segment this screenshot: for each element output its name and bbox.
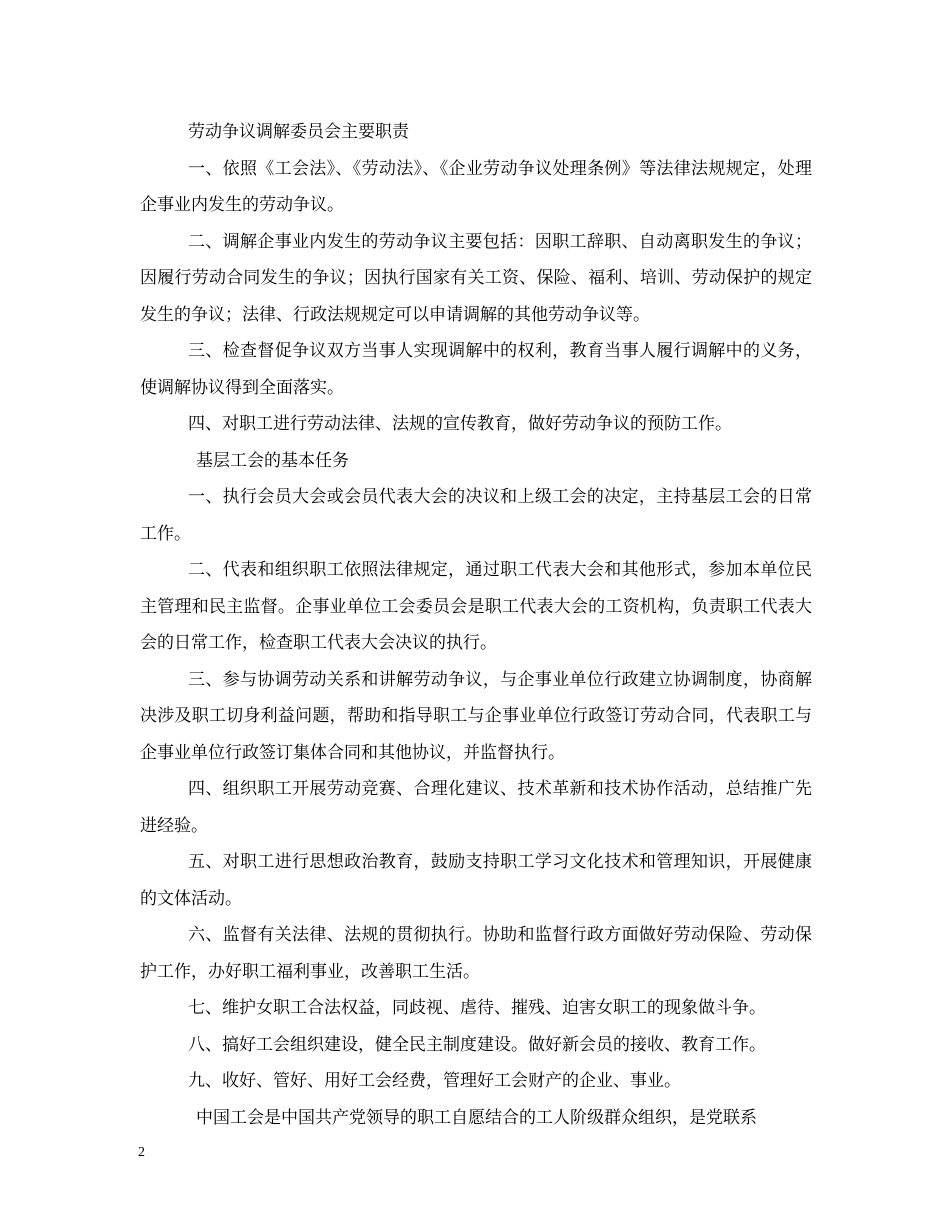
paragraph: 三、参与协调劳动关系和讲解劳动争议，与企事业单位行政建立协调制度，协商解决涉及职工切身利益问题，帮助和指导职工与企事业单位行政签订劳动合同，代表职工与企事业单位行政签订集体合同和其他协议，并监督执行。 [140, 669, 812, 763]
document-body [140, 114, 812, 1136]
paragraph: 一、依照《工会法》、《劳动法》、《企业劳动争议处理条例》等法律法规规定，处理企事业内发生的劳动争议。 [140, 158, 812, 215]
paragraph: 二、调解企事业内发生的劳动争议主要包括：因职工辞职、自动离职发生的争议；因履行劳动合同发生的争议；因执行国家有关工资、保险、福利、培训、劳动保护的规定发生的争议；法律、行政法规规定可以申请调解的其他劳动争议等。 [140, 231, 812, 325]
paragraph: 七、维护女职工合法权益，同歧视、虐待、摧残、迫害女职工的现象做斗争。 [188, 998, 766, 1018]
section-title-union-tasks: 基层工会的基本任务 [196, 450, 349, 471]
paragraph: 中国工会是中国共产党领导的职工自愿结合的工人阶级群众组织，是党联系 [196, 1107, 757, 1128]
paragraph: 二、代表和组织职工依照法律规定，通过职工代表大会和其他形式，参加本单位民主管理和民主监督。企事业单位工会委员会是职工代表大会的工资机构，负责职工代表大会的日常工作，检查职工代表大会决议的执行。 [140, 560, 812, 653]
page-number: 2 [138, 1145, 145, 1160]
paragraph: 一、执行会员大会或会员代表大会的决议和上级工会的决定，主持基层工会的日常工作。 [140, 487, 812, 544]
paragraph: 六、监督有关法律、法规的贯彻执行。协助和监督行政方面做好劳动保险、劳动保护工作，办好职工福利事业，改善职工生活。 [140, 925, 812, 982]
paragraph: 四、对职工进行劳动法律、法规的宣传教育，做好劳动争议的预防工作。 [188, 414, 732, 434]
paragraph: 五、对职工进行思想政治教育，鼓励支持职工学习文化技术和管理知识，开展健康的文体活动。 [140, 852, 812, 909]
paragraph: 四、组织职工开展劳动竞赛、合理化建议、技术革新和技术协作活动，总结推广先进经验。 [140, 779, 812, 836]
paragraph: 三、检查督促争议双方当事人实现调解中的权利，教育当事人履行调解中的义务，使调解协议得到全面落实。 [140, 341, 812, 398]
paragraph: 八、搞好工会组织建设，健全民主制度建设。做好新会员的接收、教育工作。 [188, 1034, 766, 1055]
paragraph: 九、收好、管好、用好工会经费，管理好工会财产的企业、事业。 [188, 1071, 681, 1091]
section-title-mediation-committee: 劳动争议调解委员会主要职责 [188, 122, 409, 142]
